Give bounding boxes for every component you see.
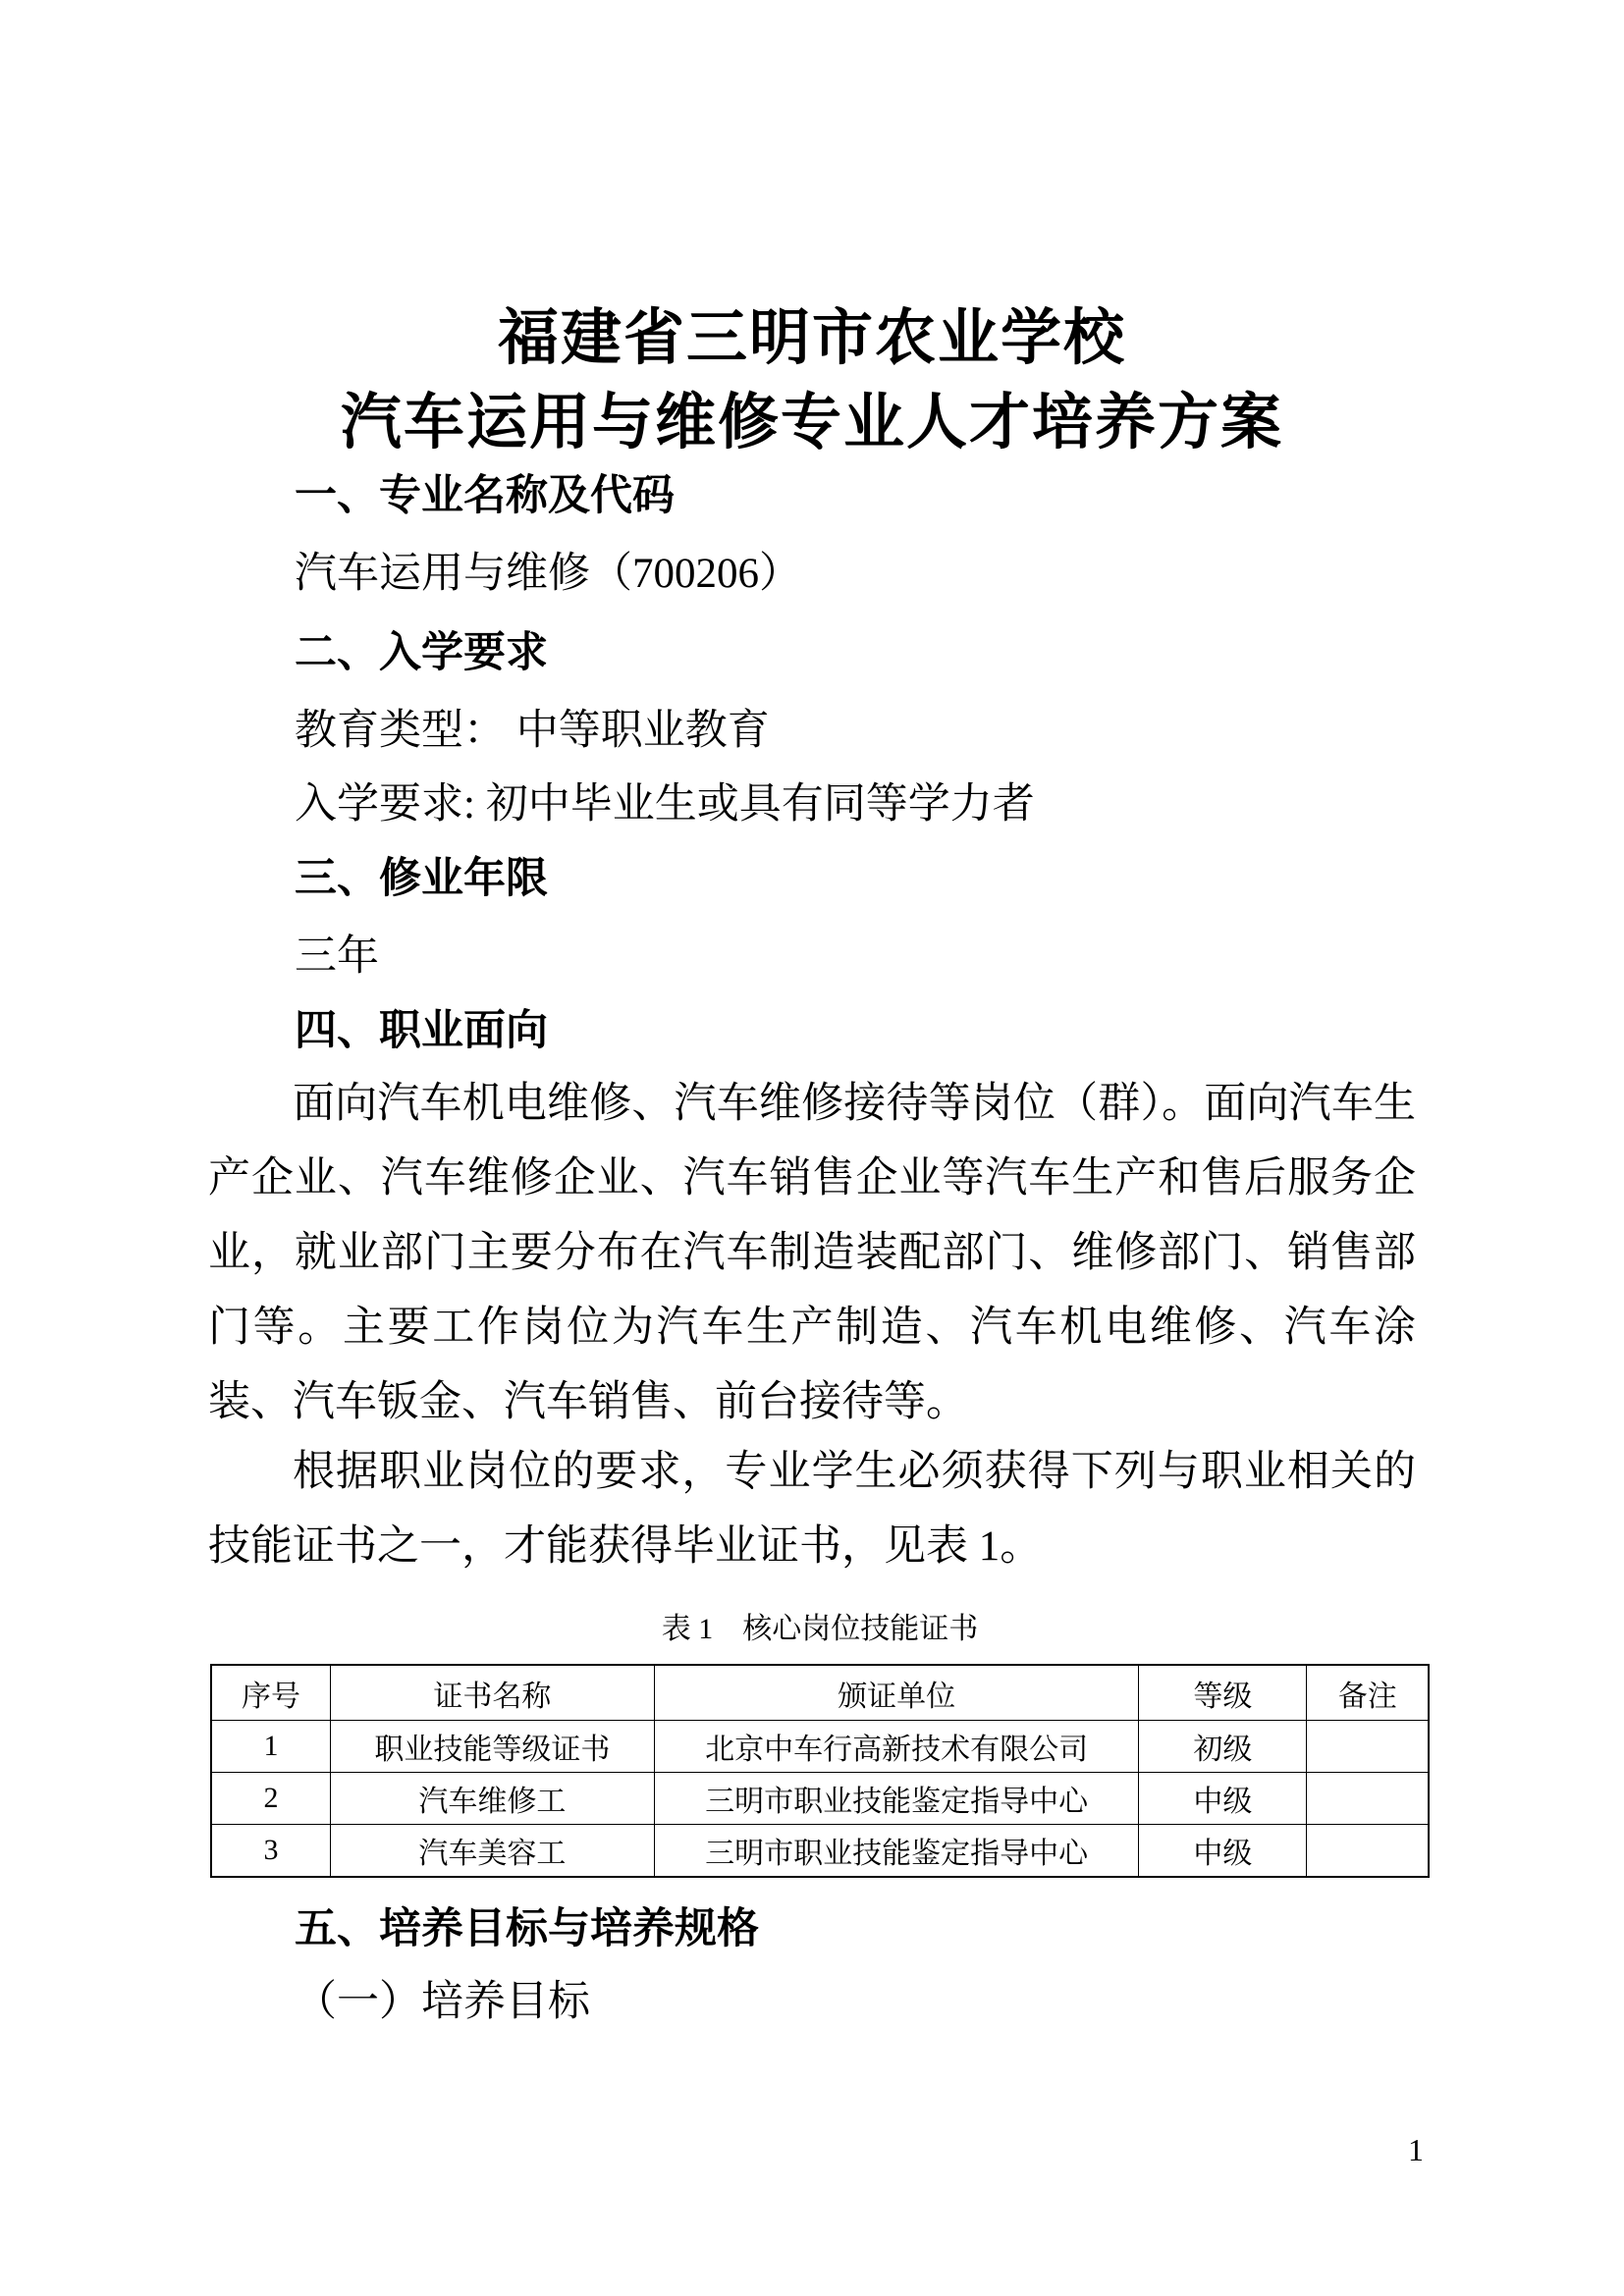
table-1-caption: 表 1 核心岗位技能证书 [661,1613,979,1645]
cell-issuing-unit: 北京中车行高新技术有限公司 [654,1721,1139,1773]
section-1-heading: 一、专业名称及代码 [295,472,675,519]
section-2-heading: 二、入学要求 [295,629,548,676]
section-5-subheading-1: （一）培养目标 [295,1979,590,2025]
table-1-wrapper [210,1664,1430,1878]
col-header-level: 等级 [1139,1665,1307,1721]
section-3-heading: 三、修业年限 [295,855,548,902]
doc-title-line-1: 福建省三明市农业学校 [497,304,1126,372]
career-orientation-paragraph: 面向汽车机电维修、汽车维修接待等岗位（群）。面向汽车生产企业、汽车维修企业、汽车销售企业等汽车生产和售后服务企业，就业部门主要分布在汽车制造装配部门、维修部门、销售部门等。主要工作岗位为汽车生产制造、汽车机电维修、汽车涂装、汽车钣金、汽车销售、前台接待等。 [208,1081,1416,1425]
cell-remarks [1307,1825,1429,1878]
cell-index: 3 [211,1825,331,1878]
page-number: 1 [1408,2132,1424,2167]
cell-remarks [1307,1721,1429,1773]
cell-index: 1 [211,1721,331,1773]
col-header-remarks: 备注 [1307,1665,1429,1721]
certificate-requirement-paragraph: 根据职业岗位的要求，专业学生必须获得下列与职业相关的技能证书之一，才能获得毕业证书，见表 1。 [208,1449,1416,1570]
cell-level: 初级 [1139,1721,1307,1773]
col-header-issuing-unit: 颁证单位 [654,1665,1139,1721]
cell-level: 中级 [1139,1773,1307,1825]
cell-remarks [1307,1773,1429,1825]
table-row [211,1773,1429,1825]
cell-certificate-name: 汽车维修工 [331,1773,655,1825]
col-header-certificate-name: 证书名称 [331,1665,655,1721]
section-5-heading: 五、培养目标与培养规格 [295,1905,759,1952]
col-header-index: 序号 [211,1665,331,1721]
section-3-body: 三年 [295,934,379,980]
doc-title-line-2: 汽车运用与维修专业人才培养方案 [340,389,1283,456]
section-1-body: 汽车运用与维修（700206） [295,551,801,597]
table-row [211,1721,1429,1773]
cell-level: 中级 [1139,1825,1307,1878]
cell-issuing-unit: 三明市职业技能鉴定指导中心 [654,1773,1139,1825]
cell-certificate-name: 汽车美容工 [331,1825,655,1878]
section-4-heading: 四、职业面向 [295,1007,548,1054]
table-header-row [211,1665,1429,1721]
cell-certificate-name: 职业技能等级证书 [331,1721,655,1773]
cell-index: 2 [211,1773,331,1825]
core-certificates-table [210,1664,1430,1878]
table-row [211,1825,1429,1878]
admission-requirement-line: 入学要求: 初中毕业生或具有同等学力者 [295,781,1035,828]
education-type-line: 教育类型： 中等职业教育 [295,708,770,754]
cell-issuing-unit: 三明市职业技能鉴定指导中心 [654,1825,1139,1878]
